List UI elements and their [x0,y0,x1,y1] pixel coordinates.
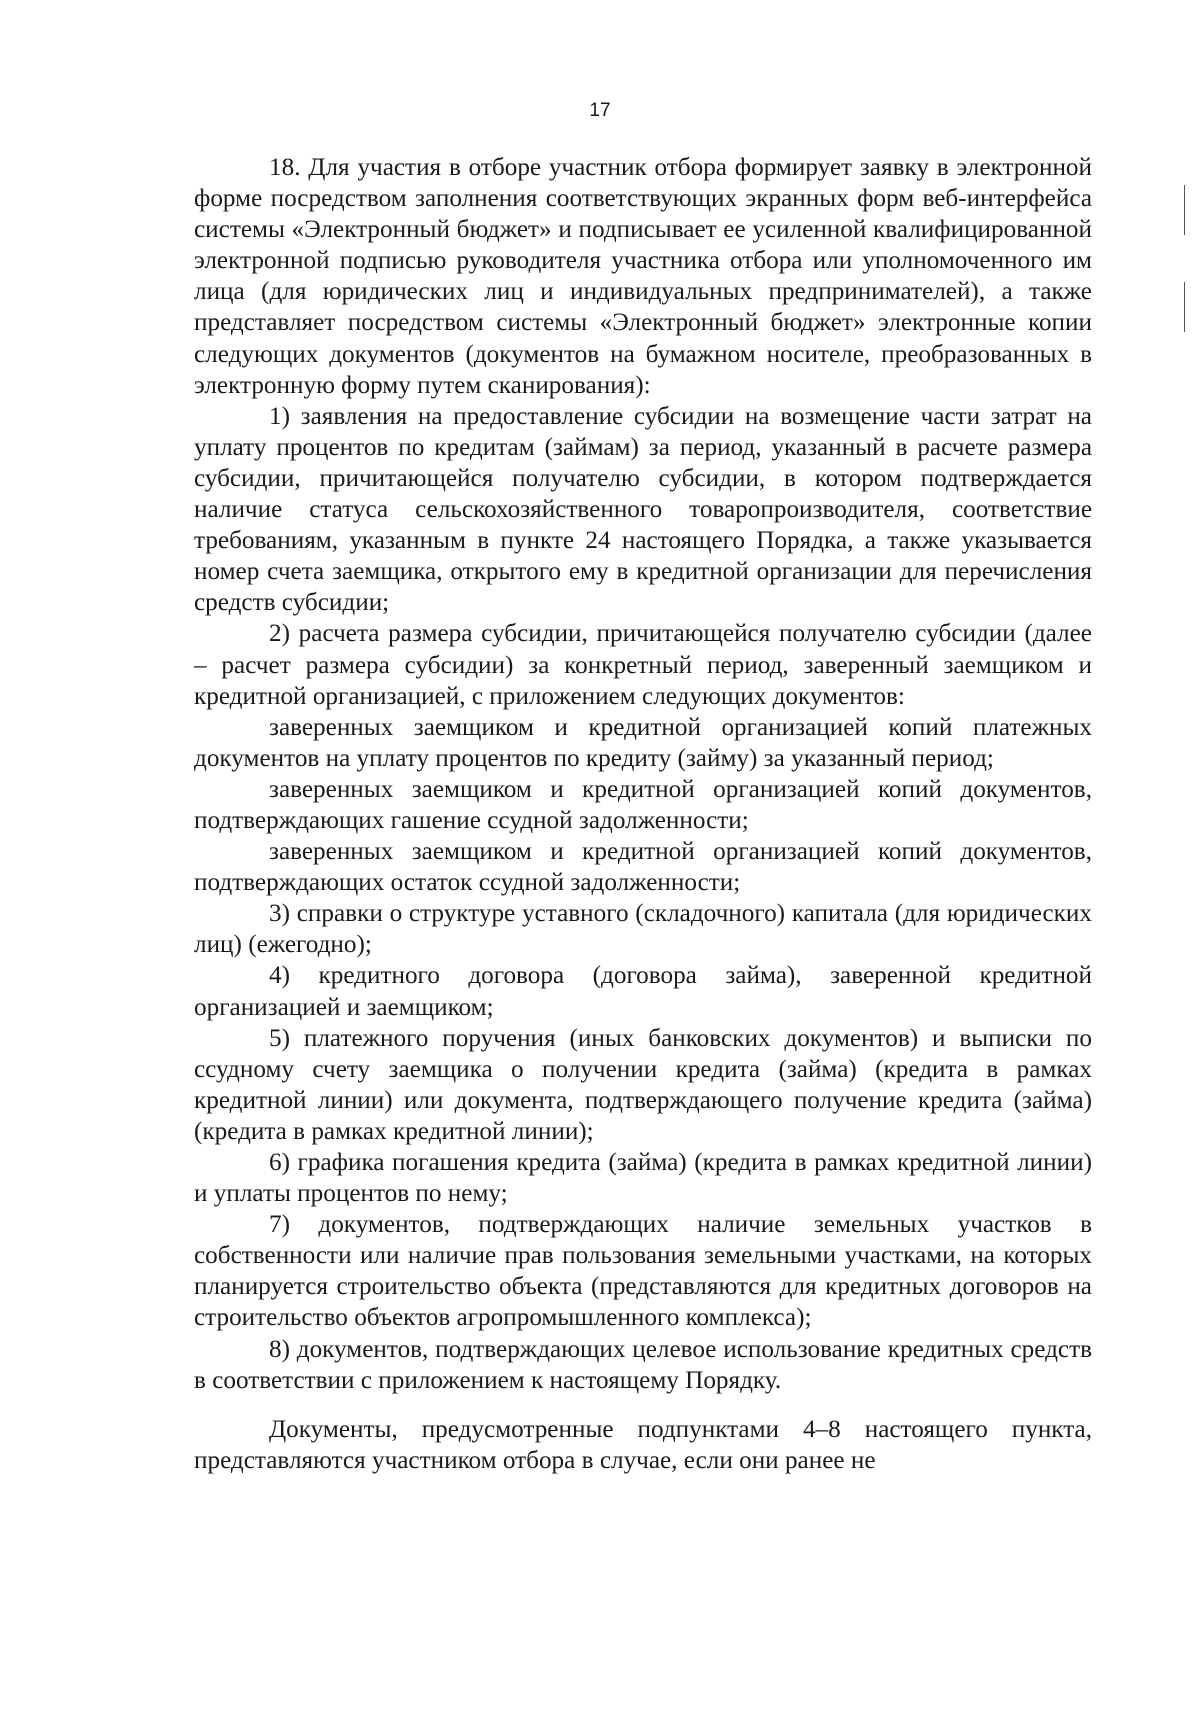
subitem-3: 3) справки о структуре уставного (складочного) капитала (для юридических лиц) (ежегодно); [194,900,1092,959]
attachment-item-1: заверенных заемщиком и кредитной организацией копий платежных документов на уплату процентов по кредиту (займу) за указанный период; [194,713,1092,772]
subitem-4: 4) кредитного договора (договора займа), заверенной кредитной организацией и заемщиком; [194,962,1092,1021]
attachment-item-3: заверенных заемщиком и кредитной организацией копий документов, подтверждающих остаток ссудной задолженности; [194,838,1092,897]
margin-mark [1184,185,1185,235]
subitem-1: 1) заявления на предоставление субсидии на возмещение части затрат на уплату процентов по кредитам (займам) за период, указанный в расчете размера субсидии, причитающейся получателю субсидии, в котором подтверждается наличие статуса сельскохозяйственного товаропроизводителя, соответствие требованиям, указанным в пункте 24 настоящего Порядка, а также указывается номер счета заемщика, открытого ему в кредитной организации для перечисления средств субсидии; [194,402,1092,617]
page-number: 17 [589,100,611,121]
subitem-7: 7) документов, подтверждающих наличие земельных участков в собственности или наличие прав пользования земельными участками, на которых планируется строительство объекта (представляются для кредитных договоров на строительство объектов агропромышленного комплекса); [194,1211,1092,1332]
subitem-2: 2) расчета размера субсидии, причитающейся получателю субсидии (далее – расчет размера субсидии) за конкретный период, заверенный заемщиком и кредитной организацией, с приложением следующих документов: [194,620,1092,710]
subitem-6: 6) графика погашения кредита (займа) (кредита в рамках кредитной линии) и уплаты процентов по нему; [194,1149,1092,1208]
paragraph-18: 18. Для участия в отборе участник отбора формирует заявку в электронной форме посредством заполнения соответствующих экранных форм веб-интерфейса системы «Электронный бюджет» и подписывает ее усиленной квалифицированной электронной подписью руководителя участника отбора или уполномоченного им лица (для юридических лиц и индивидуальных предпринимателей), а также представляет посредством системы «Электронный бюджет» электронные копии следующих документов (документов на бумажном носителе, преобразованных в электронную форму путем сканирования): [194,154,1092,399]
attachment-item-2: заверенных заемщиком и кредитной организацией копий документов, подтверждающих гашение ссудной задолженности; [194,775,1092,834]
subitem-8: 8) документов, подтверждающих целевое использование кредитных средств в соответствии с приложением к настоящему Порядку. [194,1335,1092,1394]
document-body [194,152,1092,1476]
margin-mark [1184,282,1185,332]
closing-paragraph: Документы, предусмотренные подпунктами 4–8 настоящего пункта, представляются участником отбора в случае, если они ранее не [194,1415,1092,1474]
subitem-5: 5) платежного поручения (иных банковских документов) и выписки по ссудному счету заемщика о получении кредита (займа) (кредита в рамках кредитной линии) или документа, подтверждающего получение кредита (займа) (кредита в рамках кредитной линии); [194,1024,1092,1145]
